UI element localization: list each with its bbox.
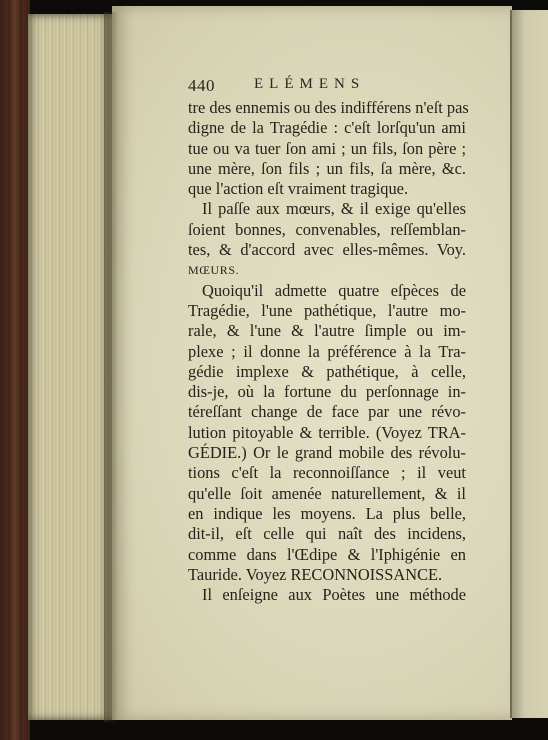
- text-line: comme dans l'Œdipe & l'Iphigénie en: [188, 544, 466, 564]
- running-title: ELÉMENS: [254, 76, 366, 92]
- text-line: ſoient bonnes, convenables, reſſemblan-: [188, 219, 466, 239]
- text-line: Quoiqu'il admette quatre eſpèces de: [202, 280, 466, 300]
- text-line: Il paſſe aux mœurs, & il exige qu'elles: [202, 199, 466, 219]
- text-line: dis-je, où la fortune du perſonnage in-: [188, 382, 466, 402]
- text-line: tes, & d'accord avec elles-mêmes. Voy.: [188, 240, 466, 260]
- book-spine: [0, 0, 30, 740]
- text-line: dit-il, eſt celle qui naît des incidens,: [188, 524, 466, 544]
- text-line: qu'elle ſoit amenée naturellement, & il: [188, 483, 466, 503]
- body-text: [188, 98, 469, 605]
- text-line: tre des ennemis ou des indifférens n'eſt pas: [188, 98, 469, 117]
- text-line: Tauride. Voyez RECONNOISSANCE.: [188, 564, 443, 584]
- text-line: tue ou va tuer ſon ami ; un fils, ſon père ;: [188, 138, 466, 158]
- text-line: tions c'eſt la reconnoiſſance ; il veut: [188, 463, 466, 483]
- text-line: téreſſant change de face par une révo-: [188, 402, 466, 422]
- text-line: gédie implexe & pathétique, à celle,: [188, 361, 466, 381]
- text-line: lution pitoyable & terrible. (Voyez TRA-: [188, 422, 466, 442]
- text-line: que l'action eſt vraiment tragique.: [188, 179, 409, 199]
- text-line: une mère, ſon fils ; un fils, ſa mère, &c.: [188, 158, 466, 178]
- text-line: GÉDIE.) Or le grand mobile des révolu-: [188, 443, 466, 463]
- text-line: Tragédie, l'une pathétique, l'autre mo-: [188, 300, 466, 320]
- text-line: digne de la Tragédie : c'eſt lorſqu'un ami: [188, 118, 466, 138]
- facing-page: [512, 10, 548, 718]
- text-line: Il enſeigne aux Poètes une méthode: [202, 585, 466, 605]
- text-line: rale, & l'une & l'autre ſimple ou im-: [188, 321, 466, 341]
- page-header: [188, 76, 468, 98]
- page-gutter-shadow: [104, 12, 118, 722]
- text-line: en indique les moyens. La plus belle,: [188, 503, 466, 523]
- page-number: 440: [188, 76, 215, 95]
- page-stack-edges: [28, 14, 112, 720]
- text-line: plexe ; il donne la préférence à la Tra-: [188, 341, 466, 361]
- spine-band: [8, 0, 22, 740]
- text-line: MŒURS.: [188, 263, 240, 278]
